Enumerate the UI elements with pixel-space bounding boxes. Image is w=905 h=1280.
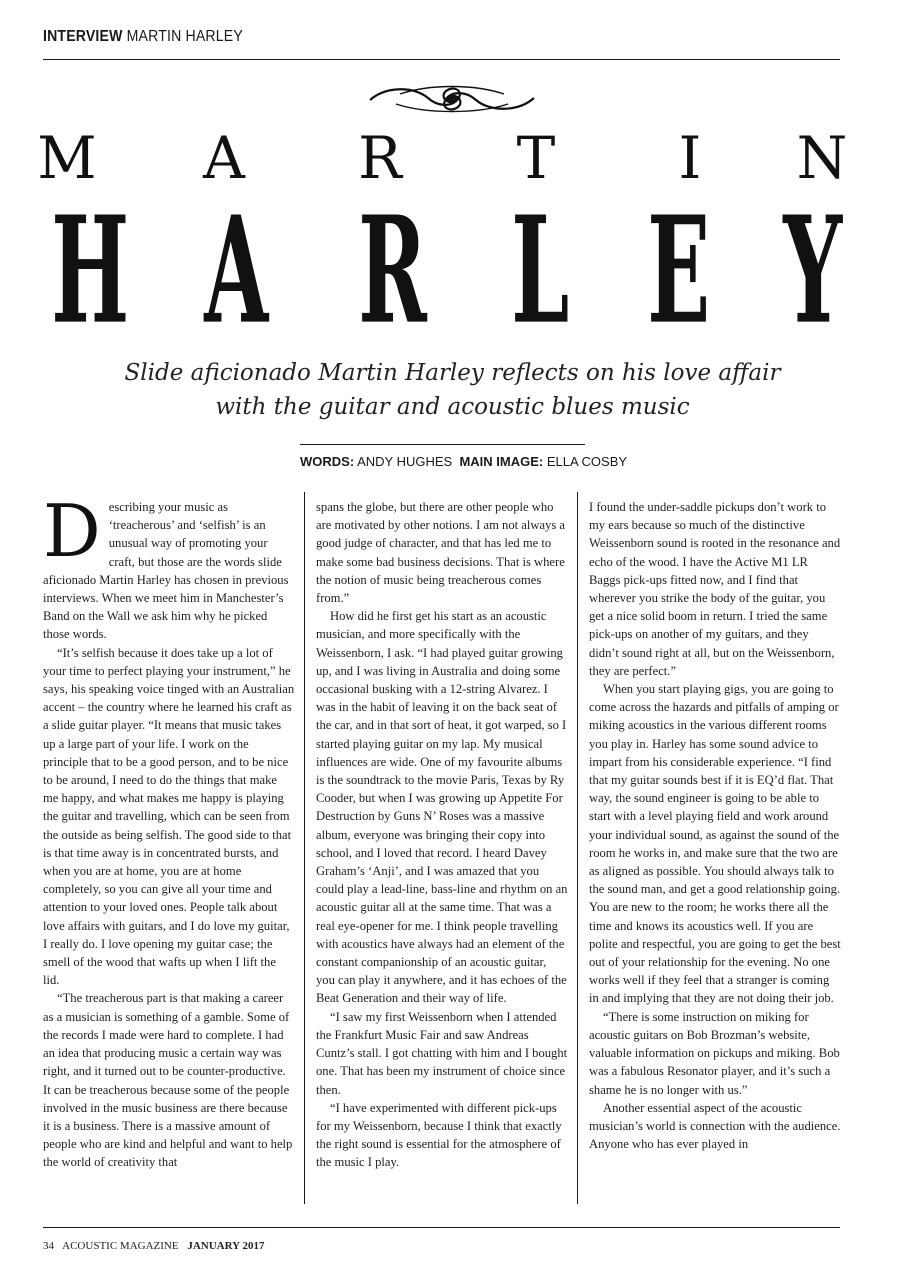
title-letter: I <box>678 124 702 192</box>
paragraph: spans the globe, but there are other people who are motivated by other notions. I am not always a good judge of character, and that has led me to make some bad business decisions. That is where the notion of music being treacherous comes from.” <box>316 500 566 606</box>
title-first-name <box>0 124 905 192</box>
title-letter: T <box>516 124 556 192</box>
credits-line <box>300 454 628 469</box>
paragraph: “The treacherous part is that making a career as a musician is something of a gamble. Some of the records I made were hard to complete. I had an idea that producing music a certain way was right, and it turned out to be counter-productive. It can be treacherous because some of the people involved in the music business are there because it is a business. There is a massive amount of people who are kind and helpful and want to help the world of creativity that <box>43 991 293 1170</box>
paragraph: How did he first get his start as an acoustic musician, and more specifically with the Weissenborn, I ask. “I had played guitar growing up, and I was living in Australia and doing some occasional busking with a 12-string Alvarez. I was in the habit of leaving it on the back seat of the car, and in that sort of heat, it got warped, so I started playing guitar on my lap. My musical influences are wide. One of my favourite albums is the soundtrack to the movie Paris, Texas by Ry Cooder, but when I was growing up Appetite For Destruction by Guns N’ Roses was a massive album, everyone was bringing their copy into school, and I loved that record. I heard Davey Graham’s ‘Anji’, and I was amazed that you could play a lead-line, bass-line and rhythm on an acoustic guitar all at the same time. That was a real eye-opener for me. I think people travelling with acoustics have always had an element of the constant companionship of an acoustic guitar, you can play it anywhere, and it has echoes of the Beat Generation and their way of life. <box>316 609 568 1006</box>
magazine-name: ACOUSTIC MAGAZINE <box>62 1240 179 1252</box>
words-label: WORDS: <box>300 454 355 469</box>
standfirst-line: Slide aficionado Martin Harley reflects on his love affair <box>124 360 781 386</box>
credit-rule <box>300 444 585 445</box>
flourish-ornament-icon <box>366 80 538 118</box>
title-letter: H <box>51 184 130 357</box>
article-column-1 <box>43 498 295 1210</box>
bottom-rule <box>43 1227 840 1228</box>
title-letter: A <box>204 184 269 357</box>
title-letter: A <box>203 124 245 192</box>
paragraph: “I have experimented with different pick-ups for my Weissenborn, because I think that exactly the right sound is essential for the atmosphere of the music I play. <box>316 1100 562 1170</box>
paragraph: Another essential aspect of the acoustic musician’s world is connection with the audience. Anyone who has ever played in <box>589 1100 841 1152</box>
page-number: 34 <box>43 1240 54 1252</box>
section-subject: MARTIN HARLEY <box>126 28 243 45</box>
section-header <box>43 28 243 46</box>
paragraph: “I saw my first Weissenborn when I attended the Frankfurt Music Fair and saw Andreas Cuntz’s stall. I got chatting with him and I bought one. That has been my instrument of choice since then. <box>316 1009 568 1097</box>
title-letter: M <box>37 124 97 192</box>
title-letter: R <box>358 124 402 192</box>
paragraph: escribing your music as ‘treacherous’ and ‘selfish’ is an unusual way of promoting your craft, but those are the words slide aficionado Martin Harley has chosen in previous interviews. When we meet him in Manchester’s Band on the Wall we ask him why he picked those words. <box>43 500 289 642</box>
top-rule <box>43 59 840 60</box>
drop-cap: D <box>43 498 101 573</box>
column-divider <box>577 492 578 1204</box>
section-label: INTERVIEW <box>43 28 123 45</box>
title-last-name <box>0 184 905 357</box>
title-letter: Y <box>783 184 843 357</box>
title-letter: L <box>511 184 570 357</box>
issue-date: JANUARY 2017 <box>187 1240 265 1252</box>
paragraph: I found the under-saddle pickups don’t work to my ears because so much of the distinctive Weissenborn sound is rooted in the resonance and echo of the wood. I have the Active M1 LR Baggs pick-ups fitted now, and I find that wherever you strike the body of the guitar, you get a nice solid boom in return. I tried the same pick-ups on another of my guitars, and they didn’t sound right at all, but on the Weissenborn, they are perfect.” <box>589 500 841 678</box>
standfirst <box>100 356 805 424</box>
article-column-2 <box>316 498 568 1210</box>
paragraph: “It’s selfish because it does take up a lot of your time to perfect playing your instrument,” he says, his speaking voice tinged with an Australian accent – the country where he learned his craft as a slide guitar player. “It means that music takes up a large part of your life. I work on the principle that to be a good person, and to be nice to be around, I need to do the things that make me happy, and what makes me happy is playing the guitar and travelling, which can be seen from the outside as being selfish. The good side to that is that time away is in concentrated bursts, and when you are at home, you are at home completely, so you can give all your time and attention to your loved ones. People talk about love affairs with guitars, and I do love my guitar, I really do. I love opening my guitar case; the smell of the wood that wafts up when I lift the lid. <box>43 645 295 988</box>
title-letter: N <box>796 124 848 192</box>
standfirst-line: with the guitar and acoustic blues music <box>215 394 690 420</box>
paragraph: When you start playing gigs, you are going to come across the hazards and pitfalls of amping or miking acoustics in the various different rooms you play in. Harley has some sound advice to impart from his considerable experience. “I find that my guitar sounds best if it is EQ’d flat. That way, the sound engineer is going to be able to start with a level playing field and work around your individual sound, as against the sound of the room he works in, and make sure that the two are as aligned as possible. You should always talk to the sound man, and get a good relationship going. You are new to the room; he works there all the time and knows its acoustics well. If you are polite and respectful, you are going to get the best out of your relationship for the evening. No one works well if they feel that a stranger is coming in and implying that they are not doing their job. <box>589 682 841 1006</box>
paragraph: “There is some instruction on miking for acoustic guitars on Bob Brozman’s website, valuable information on pickups and miking. Bob was a fabulous Resonator player, and it’s such a shame he is no longer with us.” <box>589 1009 840 1097</box>
title-letter: E <box>647 184 711 357</box>
image-credit: ELLA COSBY <box>546 454 628 469</box>
image-label: MAIN IMAGE: <box>459 454 544 469</box>
column-divider <box>304 492 305 1204</box>
title-letter: R <box>358 184 427 357</box>
words-author: ANDY HUGHES <box>357 454 453 469</box>
page-footer <box>43 1240 270 1252</box>
article-column-3 <box>589 498 841 1210</box>
